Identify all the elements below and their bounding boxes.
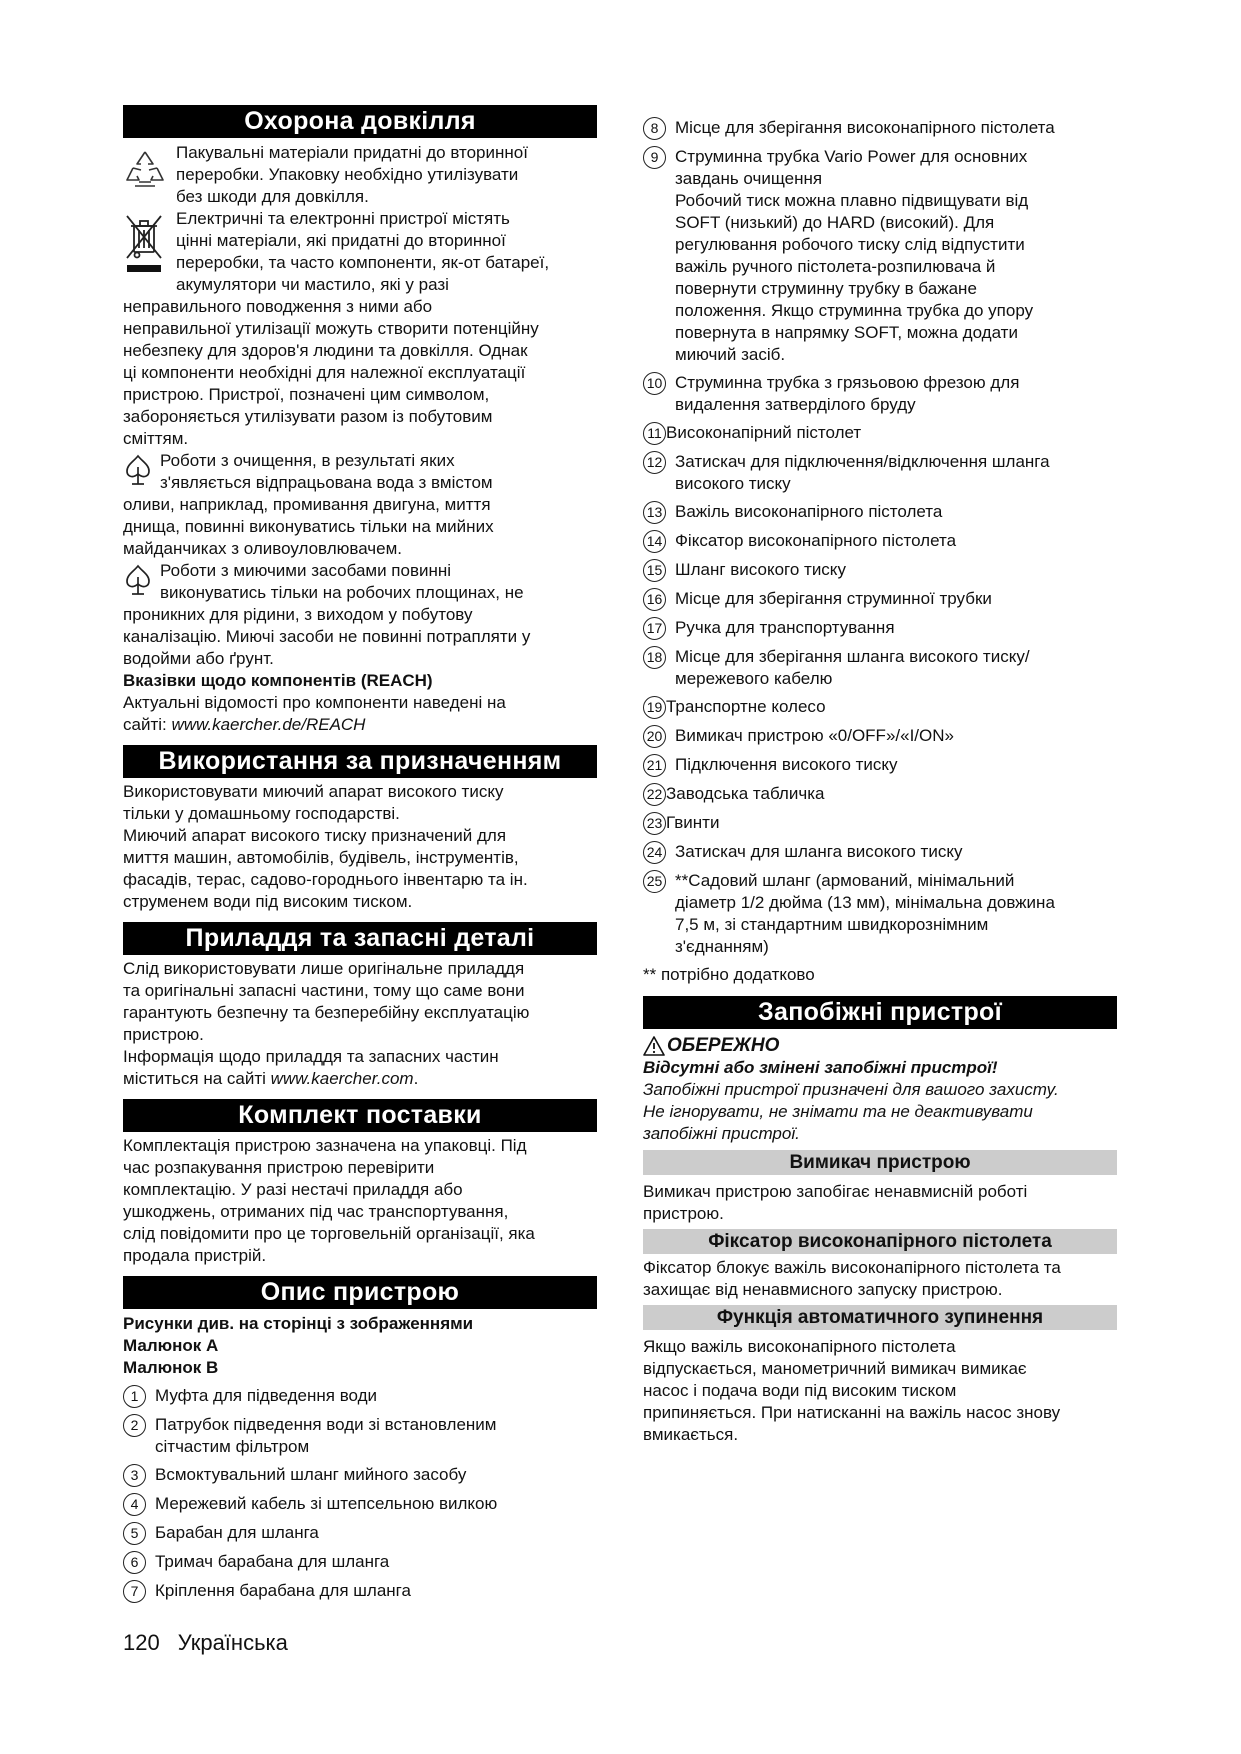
weee-continued	[123, 296, 597, 450]
item-text-line: Кріплення барабана для шланга	[155, 1581, 411, 1600]
oil-block-2	[123, 560, 597, 604]
item-text	[675, 725, 1117, 747]
item-number-badge: 24	[643, 841, 666, 864]
item-number-badge: 7	[123, 1580, 146, 1603]
component-item	[123, 1551, 597, 1574]
text-line: комплектацію. У разі нестачі приладдя або	[123, 1180, 463, 1199]
item-number-badge: 6	[123, 1551, 146, 1574]
item-text	[155, 1522, 597, 1544]
text-line: фасадів, терас, садово-городнього інвентарю та ін.	[123, 870, 528, 889]
item-number-badge: 20	[643, 725, 666, 748]
item-number-badge: 21	[643, 754, 666, 777]
text-line: тільки у домашньому господарстві.	[123, 804, 400, 823]
text-line: Роботи з очищення, в результаті яких	[160, 451, 455, 470]
warning-bold: Відсутні або змінені запобіжні пристрої!	[643, 1058, 998, 1077]
text-line: Комплектація пристрою зазначена на упаковці. Під	[123, 1136, 527, 1155]
item-text-line: сітчастим фільтром	[155, 1437, 310, 1456]
recycle-block	[123, 142, 597, 208]
text-line: Рисунки див. на сторінці з зображеннями	[123, 1314, 474, 1333]
item-text-line: Барабан для шланга	[155, 1523, 319, 1542]
text-line: переробки. Упаковку необхідно утилізувати	[176, 165, 519, 184]
item-text-line: Заводська табличка	[666, 784, 825, 803]
component-item	[643, 501, 1117, 524]
text-line: час розпакування пристрою перевірити	[123, 1158, 435, 1177]
item-text	[155, 1464, 597, 1486]
item-text	[675, 372, 1117, 416]
text-line: Малюнок A	[123, 1336, 219, 1355]
item-text-line: Фіксатор високонапірного пістолета	[675, 531, 957, 550]
item-number-badge: 3	[123, 1464, 146, 1487]
item-text	[666, 783, 1117, 805]
component-item	[643, 841, 1117, 864]
text-line: ушкоджень, отриманих під час транспортування,	[123, 1202, 509, 1221]
text-line: відпускається, манометричний вимикач вимикає	[643, 1359, 1027, 1378]
page-footer	[123, 1629, 288, 1657]
component-list-continued	[643, 117, 1117, 958]
page-number: 120	[123, 1630, 160, 1655]
item-text-line: Місце для зберігання струминної трубки	[675, 589, 992, 608]
component-item	[643, 754, 1117, 777]
item-text-line: Вимикач пристрою «0/OFF»/«I/ON»	[675, 726, 954, 745]
item-text-line: Підключення високого тиску	[675, 755, 898, 774]
text-line: оливи, наприклад, промивання двигуна, миття	[123, 495, 491, 514]
component-item	[643, 451, 1117, 495]
component-item	[643, 588, 1117, 611]
component-item	[123, 1522, 597, 1545]
item-number-badge: 25	[643, 870, 666, 893]
accessories-heading: Приладдя та запасні деталі	[123, 922, 597, 955]
item-text-line: Шланг високого тиску	[675, 560, 846, 579]
item-text	[155, 1493, 597, 1515]
item-number-badge: 2	[123, 1414, 146, 1437]
item-number-badge: 9	[643, 146, 666, 169]
text-line: Використовувати миючий апарат високого тиску	[123, 782, 504, 801]
item-text	[675, 754, 1117, 776]
item-text-line: положення. Якщо струминна трубка до упору	[675, 301, 1034, 320]
text-line: Слід використовувати лише оригінальне приладдя	[123, 959, 525, 978]
text-line: Миючий апарат високого тиску призначений для	[123, 826, 507, 845]
item-text	[675, 870, 1117, 958]
item-text-line: Місце для зберігання шланга високого тиску/	[675, 647, 1030, 666]
item-text-line: регулювання робочого тиску слід відпустити	[675, 235, 1025, 254]
description-heading: Опис пристрою	[123, 1276, 597, 1309]
auto-stop-text	[643, 1336, 1117, 1446]
component-item	[123, 1464, 597, 1487]
item-text	[675, 146, 1117, 366]
item-number-badge: 4	[123, 1493, 146, 1516]
text-line: пристрою.	[123, 1025, 204, 1044]
item-text	[675, 451, 1117, 495]
item-text-line: Важіль високонапірного пістолета	[675, 502, 943, 521]
text-line: неправильного поводження з ними або	[123, 297, 433, 316]
description-refs	[123, 1313, 597, 1379]
item-number-badge: 19	[643, 696, 666, 719]
reach-link[interactable]: www.kaercher.de/REACH	[171, 715, 366, 734]
text-line: Малюнок B	[123, 1358, 219, 1377]
item-text-line: видалення затверділого бруду	[675, 395, 916, 414]
item-text-line: важіль ручного пістолета-розпилювача й	[675, 257, 996, 276]
env-heading: Охорона довкілля	[123, 105, 597, 138]
item-text	[675, 117, 1117, 139]
right-column	[643, 117, 1117, 1446]
text-line: днища, повинні виконуватись тільки на мийних	[123, 517, 494, 536]
item-text	[675, 841, 1117, 863]
reach-url-prefix: сайті:	[123, 715, 172, 734]
switch-text	[643, 1181, 1117, 1225]
item-text-line: діаметр 1/2 дюйма (13 мм), мінімальна довжина	[675, 893, 1055, 912]
oil-separator-icon	[123, 563, 153, 597]
recycle-icon	[123, 148, 167, 192]
text-line: гарантують безпечну та безперебійну експлуатацію	[123, 1003, 530, 1022]
text-line: захищає від ненавмисного запуску пристрою.	[643, 1280, 1003, 1299]
reach-url-line	[123, 714, 597, 736]
item-text	[666, 812, 1117, 834]
item-number-badge: 22	[643, 783, 666, 806]
text-line: без шкоди для довкілля.	[176, 187, 369, 206]
text-line: запобіжні пристрої.	[643, 1124, 800, 1143]
oil-separator-icon	[123, 453, 153, 487]
text-line: Не ігнорувати, не знімати та не деактивувати	[643, 1102, 1033, 1121]
item-number-badge: 18	[643, 646, 666, 669]
item-text-line: Ручка для транспортування	[675, 618, 895, 637]
component-item	[643, 696, 1117, 719]
text-line: ці компоненти необхідні для належної експлуатації	[123, 363, 526, 382]
item-text-line: високого тиску	[675, 474, 791, 493]
text-line: насос і подача води під високим тиском	[643, 1381, 957, 1400]
item-number-badge: 10	[643, 372, 666, 395]
item-text-line: Мережевий кабель зі штепсельною вилкою	[155, 1494, 498, 1513]
text-line: каналізацію. Миючі засоби не повинні потрапляти у	[123, 627, 531, 646]
item-text-line: Муфта для підведення води	[155, 1386, 378, 1405]
text-line: Пакувальні матеріали придатні до вторинної	[176, 143, 528, 162]
text-line: неправильної утилізації можуть створити потенційну	[123, 319, 539, 338]
item-text	[155, 1580, 597, 1602]
reach-title: Вказівки щодо компонентів (REACH)	[123, 671, 433, 690]
left-column	[123, 105, 597, 1609]
text-line: водойми або ґрунт.	[123, 649, 274, 668]
item-text-line: Робочий тиск можна плавно підвищувати від	[675, 191, 1029, 210]
caution-title	[643, 1035, 1117, 1057]
component-item	[123, 1414, 597, 1458]
component-item	[643, 146, 1117, 366]
text-line: цінні матеріали, які придатні до вторинної	[176, 231, 506, 250]
item-text-line: Місце для зберігання високонапірного пістолета	[675, 118, 1055, 137]
safety-heading: Запобіжні пристрої	[643, 996, 1117, 1029]
component-item	[123, 1385, 597, 1408]
item-text-line: Всмоктувальний шланг мийного засобу	[155, 1465, 467, 1484]
text-line: небезпеку для здоров'я людини та довкілля. Однак	[123, 341, 528, 360]
component-item	[643, 117, 1117, 140]
language-label: Українська	[177, 1630, 288, 1655]
component-item	[643, 783, 1117, 806]
weee-block	[123, 208, 597, 296]
component-item	[643, 559, 1117, 582]
text-line: Фіксатор блокує важіль високонапірного пістолета та	[643, 1258, 1061, 1277]
item-text-line: повернути струминну трубку в бажане	[675, 279, 977, 298]
item-text	[675, 588, 1117, 610]
footnote: ** потрібно додатково	[643, 965, 815, 984]
item-text-line: з'єднанням)	[675, 937, 769, 956]
text-line: пристрою.	[643, 1204, 724, 1223]
text-line: струменем води під високим тиском.	[123, 892, 413, 911]
item-text-line: мережевого кабелю	[675, 669, 833, 688]
component-item	[643, 617, 1117, 640]
text-line: вмикається.	[643, 1425, 739, 1444]
text-line: сміттям.	[123, 429, 189, 448]
item-number-badge: 11	[643, 422, 666, 445]
component-item	[123, 1580, 597, 1603]
item-text-line: 7,5 м, зі стандартним швидкорознімним	[675, 915, 989, 934]
text-line: забороняється утилізувати разом із побутовим	[123, 407, 493, 426]
text-line: акумулятори чи мастило, які у разі	[176, 275, 449, 294]
component-item	[643, 372, 1117, 416]
item-text	[675, 501, 1117, 523]
use-text	[123, 781, 597, 913]
text-line: проникних для рідини, з виходом у побутову	[123, 605, 473, 624]
url-suffix: .	[413, 1069, 419, 1088]
oil-block-1	[123, 450, 597, 494]
component-item	[643, 725, 1117, 748]
item-text	[155, 1414, 597, 1458]
item-text	[675, 559, 1117, 581]
item-text-line: Високонапірний пістолет	[666, 423, 862, 442]
item-text-line: Тримач барабана для шланга	[155, 1552, 390, 1571]
component-item	[643, 812, 1117, 835]
switch-heading: Вимикач пристрою	[643, 1150, 1117, 1175]
item-text-line: **Садовий шланг (армований, мінімальний	[675, 871, 1015, 890]
text-line: Електричні та електронні пристрої містять	[176, 209, 510, 228]
text-line: Запобіжні пристрої призначені для вашого захисту.	[643, 1080, 1059, 1099]
text-line: пристрою. Пристрої, позначені цим символом,	[123, 385, 490, 404]
text-line: майданчиках з оливоуловлювачем.	[123, 539, 403, 558]
text-line: Якщо важіль високонапірного пістолета	[643, 1337, 956, 1356]
item-text-line: завдань очищення	[675, 169, 823, 188]
item-text-line: Затискач для підключення/відключення шланга	[675, 452, 1050, 471]
item-number-badge: 14	[643, 530, 666, 553]
item-number-badge: 8	[643, 117, 666, 140]
text-line: Інформація щодо приладдя та запасних частин	[123, 1047, 499, 1066]
item-text	[155, 1385, 597, 1407]
url-prefix: міститься на сайті	[123, 1069, 271, 1088]
item-number-badge: 12	[643, 451, 666, 474]
component-item	[643, 870, 1117, 958]
lock-heading: Фіксатор високонапірного пістолета	[643, 1229, 1117, 1254]
accessories-url-line	[123, 1068, 597, 1090]
oil-block-2-continued	[123, 604, 597, 670]
delivery-heading: Комплект поставки	[123, 1099, 597, 1132]
component-item	[643, 646, 1117, 690]
item-text	[675, 617, 1117, 639]
item-text	[666, 422, 1117, 444]
item-text-line: Струминна трубка з грязьовою фрезою для	[675, 373, 1020, 392]
component-item	[123, 1493, 597, 1516]
item-number-badge: 17	[643, 617, 666, 640]
item-number-badge: 23	[643, 812, 666, 835]
item-text	[666, 696, 1117, 718]
text-line: Роботи з миючими засобами повинні	[160, 561, 452, 580]
oil-block-1-continued	[123, 494, 597, 560]
text-line: продала пристрій.	[123, 1246, 267, 1265]
item-text-line: SOFT (низький) до HARD (високий). Для	[675, 213, 995, 232]
item-number-badge: 15	[643, 559, 666, 582]
delivery-text	[123, 1135, 597, 1267]
component-list	[123, 1385, 597, 1603]
text-line: з'являється відпрацьована вода з вмістом	[160, 473, 493, 492]
accessories-text	[123, 958, 597, 1090]
item-text	[675, 530, 1117, 552]
use-heading: Використання за призначенням	[123, 745, 597, 778]
item-number-badge: 1	[123, 1385, 146, 1408]
item-text	[155, 1551, 597, 1573]
text-line: миття машин, автомобілів, будівель, інструментів,	[123, 848, 519, 867]
lock-text	[643, 1257, 1117, 1301]
kaercher-link[interactable]: www.kaercher.com	[270, 1069, 414, 1088]
item-text-line: Патрубок підведення води зі встановленим	[155, 1415, 497, 1434]
text-line: переробки, та часто компоненти, як-от батареї,	[176, 253, 550, 272]
item-text-line: Гвинти	[666, 813, 720, 832]
auto-stop-heading: Функція автоматичного зупинення	[643, 1305, 1117, 1330]
item-text	[675, 646, 1117, 690]
item-text-line: повернута в напрямку SOFT, можна додати	[675, 323, 1018, 342]
component-item	[643, 422, 1117, 445]
item-text-line: Струминна трубка Vario Power для основних	[675, 147, 1028, 166]
warning-triangle-icon	[643, 1036, 665, 1056]
text-line: Вимикач пристрою запобігає ненавмисній роботі	[643, 1182, 1028, 1201]
item-number-badge: 13	[643, 501, 666, 524]
item-text-line: миючий засіб.	[675, 345, 786, 364]
item-number-badge: 16	[643, 588, 666, 611]
crossed-bin-icon	[123, 210, 165, 274]
text-line: слід повідомити про це торговельній організації, яка	[123, 1224, 535, 1243]
item-text-line: Транспортне колесо	[666, 697, 826, 716]
warning-text	[643, 1079, 1117, 1145]
item-text-line: Затискач для шланга високого тиску	[675, 842, 963, 861]
caution-label: ОБЕРЕЖНО	[667, 1035, 780, 1056]
component-item	[643, 530, 1117, 553]
text-line: виконуватись тільки на робочих площинах, не	[160, 583, 524, 602]
item-number-badge: 5	[123, 1522, 146, 1545]
text-line: припиняється. При натисканні на важіль насос знову	[643, 1403, 1061, 1422]
text-line: та оригінальні запасні частини, тому що саме вони	[123, 981, 525, 1000]
reach-text: Актуальні відомості про компоненти наведені на	[123, 693, 506, 712]
